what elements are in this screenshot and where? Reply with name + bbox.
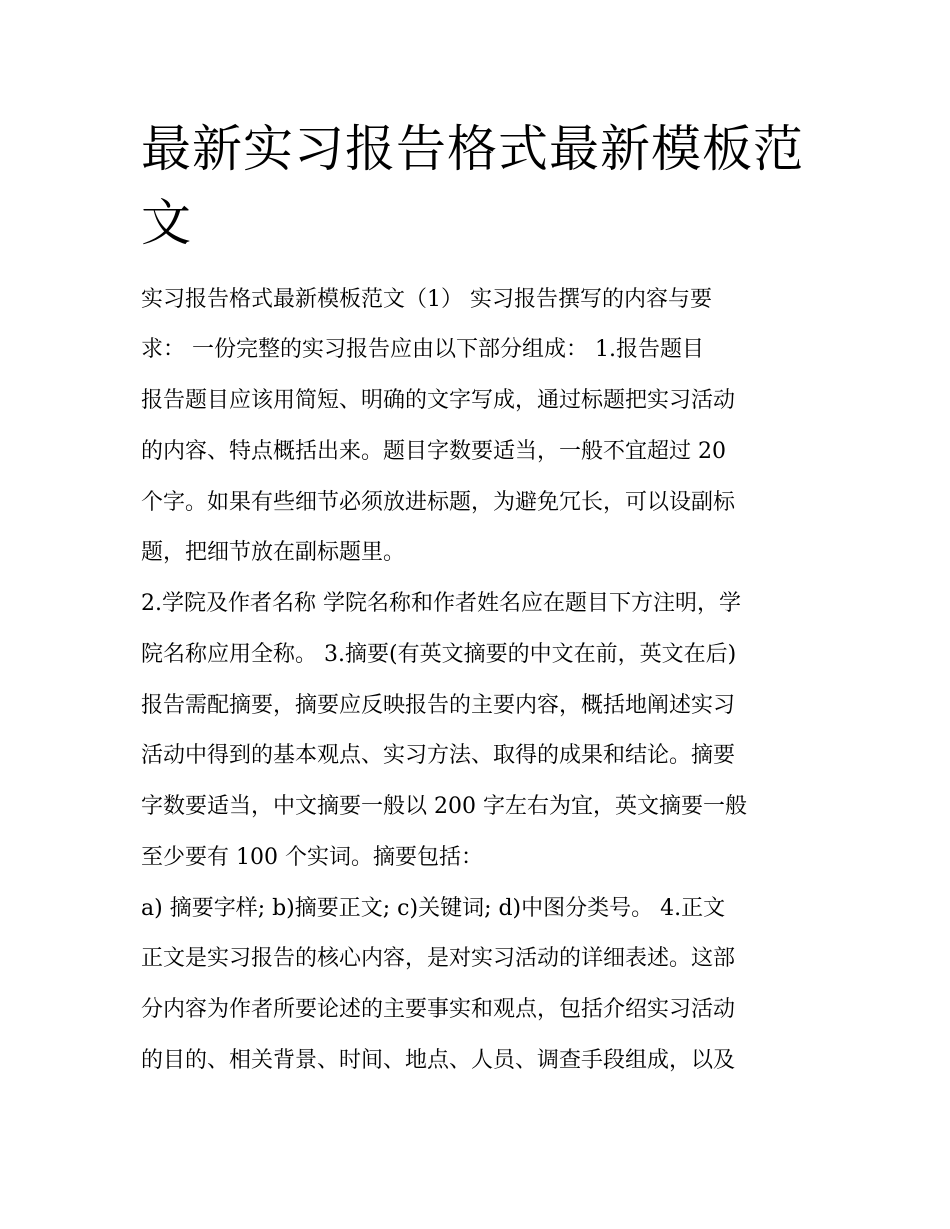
body-line-2: 求： 一份完整的实习报告应由以下部分组成： 1.报告题目 xyxy=(141,337,704,362)
body-line-11: 字数要适当，中文摘要一般以 200 字左右为宜，英文摘要一般 xyxy=(141,794,747,819)
body-line-5: 个字。如果有些细节必须放进标题，为避免冗长，可以设副标 xyxy=(141,490,736,515)
body-line-15: 分内容为作者所要论述的主要事实和观点，包括介绍实习活动 xyxy=(141,997,736,1022)
body-line-10: 活动中得到的基本观点、实习方法、取得的成果和结论。摘要 xyxy=(141,743,736,768)
title-line-1: 最新实习报告格式最新模板范 xyxy=(141,120,804,178)
body-line-13: a) 摘要字样; b)摘要正文; c)关键词; d)中图分类号。 4.正文 xyxy=(141,896,726,921)
body-line-16: 的目的、相关背景、时间、地点、人员、调查手段组成，以及 xyxy=(141,1048,736,1073)
body-line-8: 院名称应用全称。 3.摘要(有英文摘要的中文在前，英文在后) xyxy=(141,642,737,667)
body-line-3: 报告题目应该用简短、明确的文字写成，通过标题把实习活动 xyxy=(141,388,736,413)
title-line-2: 文 xyxy=(141,194,192,252)
body-line-9: 报告需配摘要，摘要应反映报告的主要内容，概括地阐述实习 xyxy=(141,693,736,718)
body-line-4: 的内容、特点概括出来。题目字数要适当，一般不宜超过 20 xyxy=(141,439,726,464)
document-title xyxy=(141,112,821,260)
body-line-12: 至少要有 100 个实词。摘要包括： xyxy=(141,845,483,870)
body-line-6: 题，把细节放在副标题里。 xyxy=(141,540,406,565)
body-line-7: 2.学院及作者名称 学院名称和作者姓名应在题目下方注明，学 xyxy=(141,591,741,616)
body-line-14: 正文是实习报告的核心内容，是对实习活动的详细表述。这部 xyxy=(141,946,736,971)
body-line-1: 实习报告格式最新模板范文（1） 实习报告撰写的内容与要 xyxy=(141,287,712,312)
